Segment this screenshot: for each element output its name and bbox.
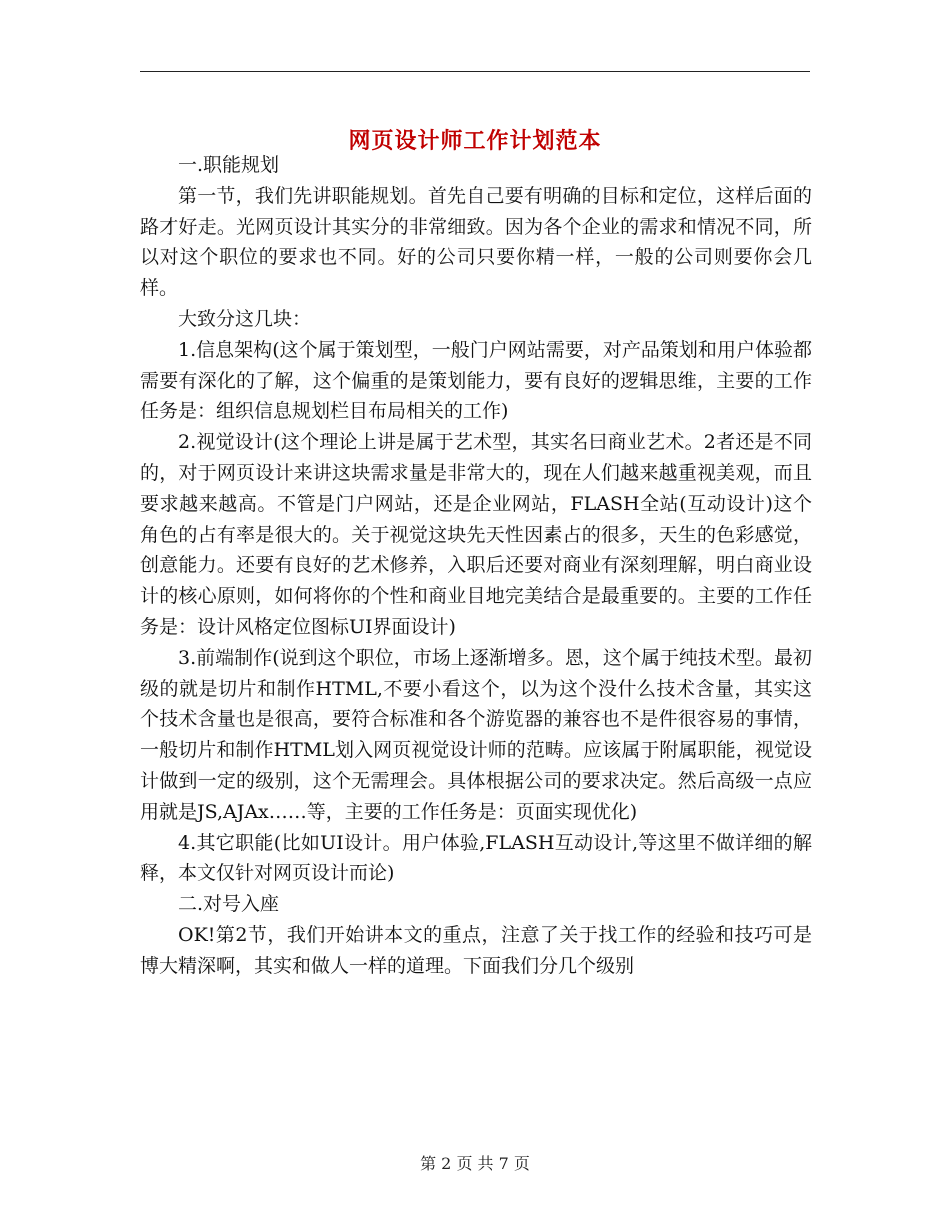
header-rule — [140, 71, 810, 72]
paragraph-item-4: 4.其它职能(比如UI设计。用户体验,FLASH互动设计,等这里不做详细的解释，本文仅针对网页设计而论) — [140, 831, 812, 885]
section-heading-1: 一.职能规划 — [178, 154, 280, 176]
paragraph-item-1: 1.信息架构(这个属于策划型，一般门户网站需要，对产品策划和用户体验都需要有深化的了解，这个偏重的是策划能力，要有良好的逻辑思维，主要的工作任务是：组织信息规划栏目布局相关的工作) — [140, 338, 812, 423]
document-title: 网页设计师工作计划范本 — [348, 127, 602, 154]
paragraph-outline: 大致分这几块： — [178, 307, 312, 330]
page-number-footer: 第 2 页 共 7 页 — [420, 1154, 530, 1173]
paragraph-item-2: 2.视觉设计(这个理论上讲是属于艺术型，其实名曰商业艺术。2者还是不同的，对于网页设计来讲这块需求量是非常大的，现在人们越来越重视美观，而且要求越来越高。不管是门户网站，还是企业网站，FLASH全站(互动设计)这个角色的占有率是很大的。关于视觉这块先天性因素占的很多，天生的色彩感觉，创意能力。还要有良好的艺术修养，入职后还要对商业有深刻理解，明白商业设计的核心原则，如何将你的个性和商业目地完美结合是最重要的。主要的工作任务是：设计风格定位图标UI界面设计) — [140, 431, 812, 638]
document-body — [140, 150, 812, 982]
paragraph-intro: 第一节，我们先讲职能规划。首先自己要有明确的目标和定位，这样后面的路才好走。光网页设计其实分的非常细致。因为各个企业的需求和情况不同，所以对这个职位的要求也不同。好的公司只要你精一样，一般的公司则要你会几样。 — [140, 184, 812, 300]
section-heading-2: 二.对号入座 — [178, 893, 280, 916]
paragraph-item-3: 3.前端制作(说到这个职位，市场上逐渐增多。恩，这个属于纯技术型。最初级的就是切片和制作HTML,不要小看这个，以为这个没什么技术含量，其实这个技术含量也是很高，要符合标准和各个游览器的兼容也不是件很容易的事情，一般切片和制作HTML划入网页视觉设计师的范畴。应该属于附属职能，视觉设计做到一定的级别，这个无需理会。具体根据公司的要求决定。然后高级一点应用就是JS,AJAx……等，主要的工作任务是：页面实现优化) — [140, 646, 812, 823]
paragraph-section-2: OK!第2节，我们开始讲本文的重点，注意了关于找工作的经验和技巧可是博大精深啊，其实和做人一样的道理。下面我们分几个级别 — [140, 923, 812, 977]
